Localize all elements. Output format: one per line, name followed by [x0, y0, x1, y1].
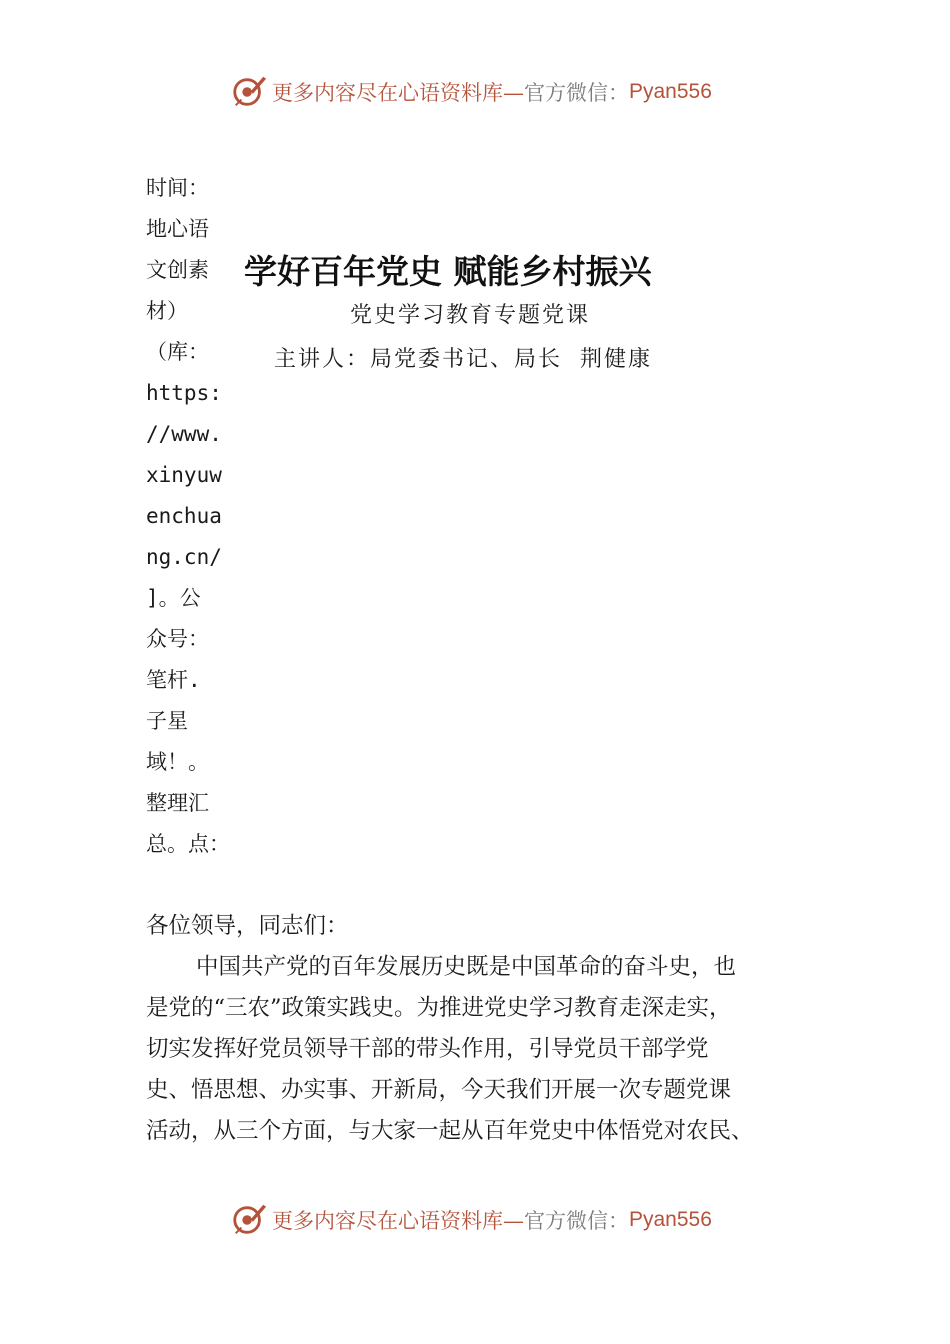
header-wechat-label: 官方微信：	[524, 81, 629, 105]
footer-wechat-label: 官方微信：	[524, 1209, 629, 1233]
side-note-line: 众号：	[146, 627, 209, 651]
side-note-line: xinyuw	[146, 463, 222, 487]
side-note-column	[146, 168, 230, 865]
document-speaker: 主讲人：局党委书记、局长 荆健康	[274, 347, 652, 372]
paragraph-line: 中国共产党的百年发展历史既是中国革命的奋斗史，也	[196, 954, 737, 980]
side-note-line: enchua	[146, 504, 222, 528]
side-note-line: 子星	[146, 709, 188, 733]
side-note-line: https:	[146, 381, 222, 405]
side-note-line: 地心语	[146, 217, 209, 241]
header-banner	[230, 72, 750, 112]
side-note-line: //www.	[146, 422, 222, 446]
quill-logo-icon	[230, 1201, 268, 1239]
greeting-line: 各位领导，同志们：	[146, 913, 349, 939]
side-note-line: （库：	[146, 340, 209, 364]
side-note-line: ]。公	[146, 586, 201, 610]
footer-wechat-id: Pyan556	[629, 1208, 712, 1231]
side-note-line: 域！。	[146, 750, 209, 774]
side-note-line: 整理汇	[146, 791, 209, 815]
header-promo-text: 更多内容尽在心语资料库—	[272, 81, 524, 105]
paragraph-line: 史、悟思想、办实事、开新局，今天我们开展一次专题党课	[146, 1077, 732, 1103]
document-subtitle: 党史学习教育专题党课	[350, 303, 591, 328]
side-note-line: 总。点：	[146, 832, 230, 856]
document-body	[146, 906, 816, 1152]
paragraph-line: 是党的“三农”政策实践史。为推进党史学习教育走深走实，	[146, 995, 732, 1021]
paragraph-line: 切实发挥好党员领导干部的带头作用，引导党员干部学党	[146, 1036, 709, 1062]
side-note-line: 时间：	[146, 176, 209, 200]
footer-banner	[230, 1200, 750, 1240]
footer-promo-text: 更多内容尽在心语资料库—	[272, 1209, 524, 1233]
document-title: 学好百年党史 赋能乡村振兴	[244, 252, 652, 291]
side-note-line: ng.cn/	[146, 545, 222, 569]
side-note-line: 材）	[146, 299, 188, 323]
side-note-line: 文创素	[146, 258, 209, 282]
quill-logo-icon	[230, 73, 268, 111]
side-note-line: 笔杆.	[146, 668, 201, 692]
header-wechat-id: Pyan556	[629, 80, 712, 103]
paragraph-line: 活动，从三个方面，与大家一起从百年党史中体悟党对农民、	[146, 1118, 754, 1144]
